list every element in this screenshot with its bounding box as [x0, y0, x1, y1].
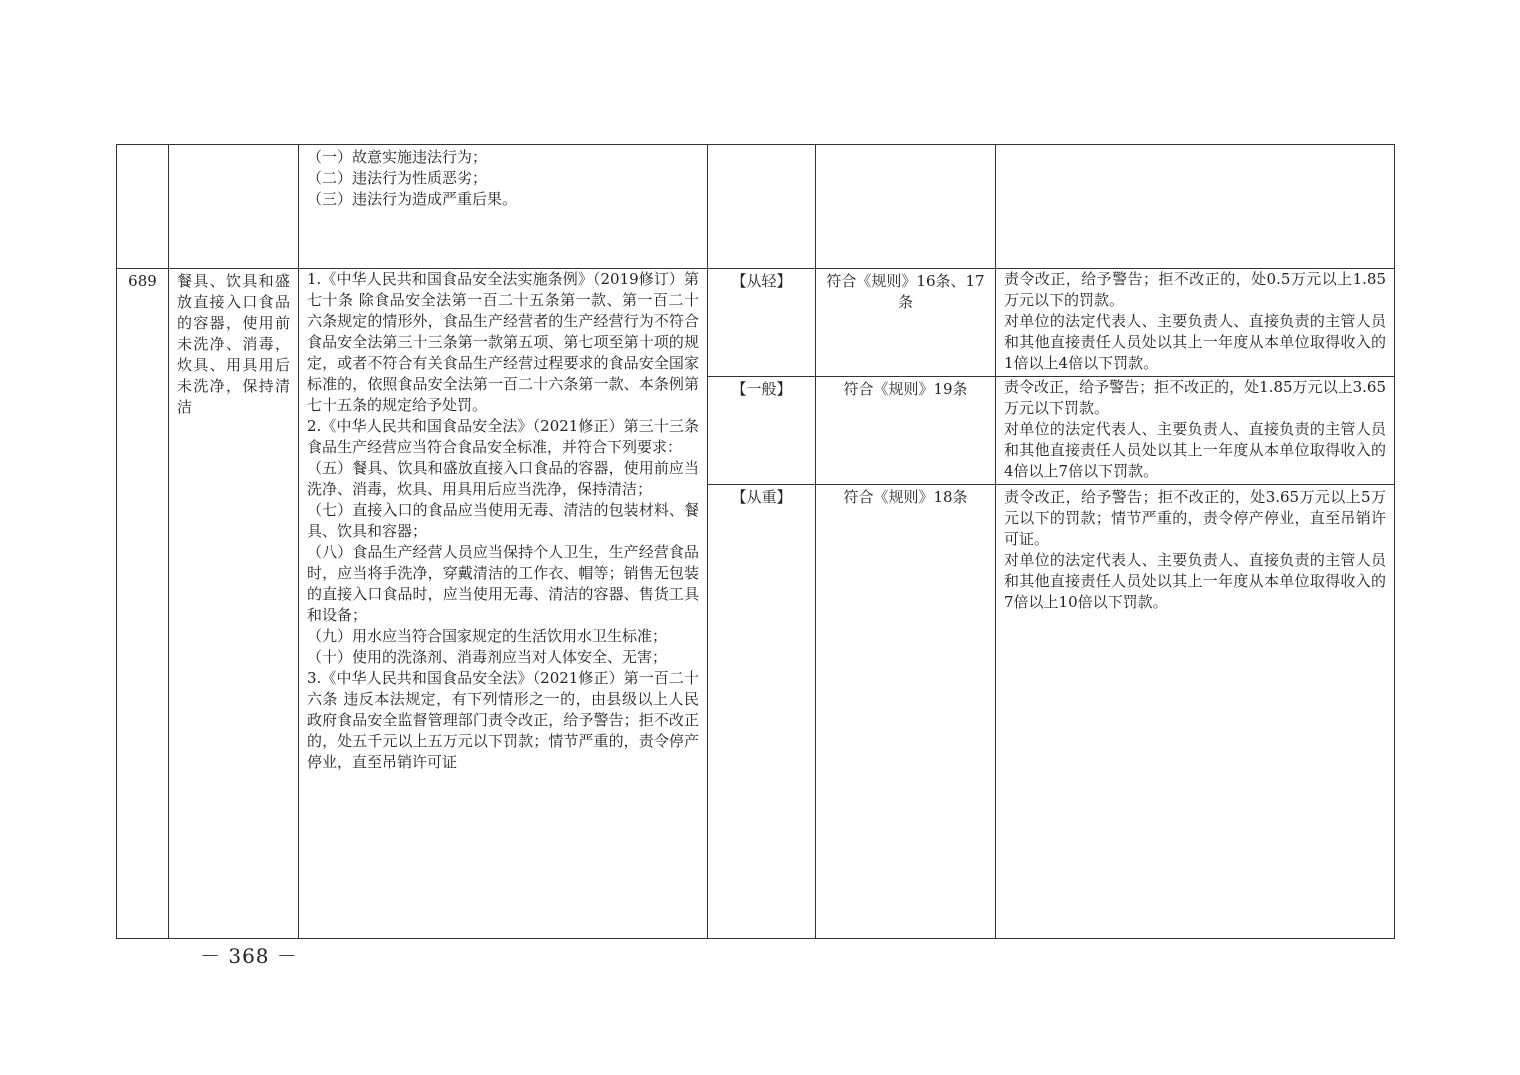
basis-paragraph: 1.《中华人民共和国食品安全法实施条例》（2019修订）第七十条 除食品安全法第一百二十五条第一款、第一百二十六条规定的情形外，食品生产经营者的生产经营行为不符合食品安全法第三十三条第一款第五项、第七项至第十项的规定，或者不符合有关食品生产经营过程要求的食品安全国家标准的，依照食品安全法第一百二十六条第一款、本条例第七十五条的规定给予处罚。	[307, 270, 699, 414]
basis-line: （二）违法行为性质恶劣；	[307, 169, 488, 187]
table-row-689-light	[117, 269, 1395, 377]
level-cell-light	[708, 269, 816, 377]
basis-paragraph: （五）餐具、饮具和盛放直接入口食品的容器，使用前应当洗净、消毒，炊具、用具用后应当洗净，保持清洁；	[307, 459, 699, 498]
basis-cell-continued	[299, 145, 708, 269]
penalty-cell-empty	[996, 145, 1395, 269]
basis-paragraph: 3.《中华人民共和国食品安全法》（2021修正）第一百二十六条 违反本法规定，有下列情形之一的，由县级以上人民政府食品安全监督管理部门责令改正，给予警告；拒不改正的，处五千元以上五万元以下罚款；情节严重的，责令停产停业，直至吊销许可证	[307, 669, 699, 771]
level-label: 【从轻】	[731, 272, 792, 290]
level-cell-general	[708, 377, 816, 485]
penalty-line: 对单位的法定代表人、主要负责人、直接负责的主管人员和其他直接责任人员处以其上一年度从本单位取得收入的4倍以上7倍以下罚款。	[1004, 420, 1386, 480]
level-label: 【一般】	[731, 380, 792, 398]
penalty-cell-light	[996, 269, 1395, 377]
item-number: 689	[128, 272, 157, 290]
condition-cell-heavy	[816, 485, 996, 939]
condition-text: 符合《规则》19条	[843, 380, 968, 398]
penalty-line: 责令改正，给予警告；拒不改正的，处0.5万元以上1.85万元以下的罚款。	[1004, 270, 1386, 309]
basis-paragraph: （十）使用的洗涤剂、消毒剂应当对人体安全、无害；	[307, 648, 668, 666]
basis-paragraph: （七）直接入口的食品应当使用无毒、清洁的包装材料、餐具、饮具和容器；	[307, 501, 699, 540]
penalty-line: 责令改正，给予警告；拒不改正的，处3.65万元以上5万元以下的罚款；情节严重的，责令停产停业，直至吊销许可证。	[1004, 488, 1386, 548]
basis-line: （一）故意实施违法行为；	[307, 148, 488, 166]
basis-paragraph: （九）用水应当符合国家规定的生活饮用水卫生标准；	[307, 627, 668, 645]
penalty-line: 责令改正，给予警告；拒不改正的，处1.85万元以上3.65万元以下罚款。	[1004, 378, 1386, 417]
condition-text: 符合《规则》16条、17条	[826, 272, 985, 311]
penalty-cell-heavy	[996, 485, 1395, 939]
penalty-line: 对单位的法定代表人、主要负责人、直接负责的主管人员和其他直接责任人员处以其上一年度从本单位取得收入的7倍以上10倍以下罚款。	[1004, 551, 1386, 611]
penalty-line: 对单位的法定代表人、主要负责人、直接负责的主管人员和其他直接责任人员处以其上一年度从本单位取得收入的1倍以上4倍以下罚款。	[1004, 312, 1386, 372]
condition-cell-general	[816, 377, 996, 485]
basis-paragraph: 2.《中华人民共和国食品安全法》（2021修正）第三十三条 食品生产经营应当符合食品安全标准，并符合下列要求：	[307, 417, 704, 456]
violation-cell-empty	[169, 145, 299, 269]
basis-line: （三）违法行为造成严重后果。	[307, 190, 518, 208]
legal-basis-cell	[299, 269, 708, 939]
level-cell-heavy	[708, 485, 816, 939]
violation-cell	[169, 269, 299, 939]
condition-text: 符合《规则》18条	[843, 488, 968, 506]
penalty-standards-table	[116, 144, 1395, 939]
table-row-continued	[117, 145, 1395, 269]
basis-paragraph: （八）食品生产经营人员应当保持个人卫生，生产经营食品时，应当将手洗净，穿戴清洁的工作衣、帽等；销售无包装的直接入口食品时，应当使用无毒、清洁的容器、售货工具和设备；	[307, 543, 699, 624]
violation-description: 餐具、饮具和盛放直接入口食品的容器，使用前未洗净、消毒，炊具、用具用后未洗净，保持清洁	[177, 272, 290, 416]
penalty-cell-general	[996, 377, 1395, 485]
item-number-cell	[117, 269, 169, 939]
condition-cell-empty	[816, 145, 996, 269]
page-number: － 368 －	[200, 944, 298, 968]
condition-cell-light	[816, 269, 996, 377]
level-cell-empty	[708, 145, 816, 269]
number-cell-empty	[117, 145, 169, 269]
level-label: 【从重】	[731, 488, 792, 506]
